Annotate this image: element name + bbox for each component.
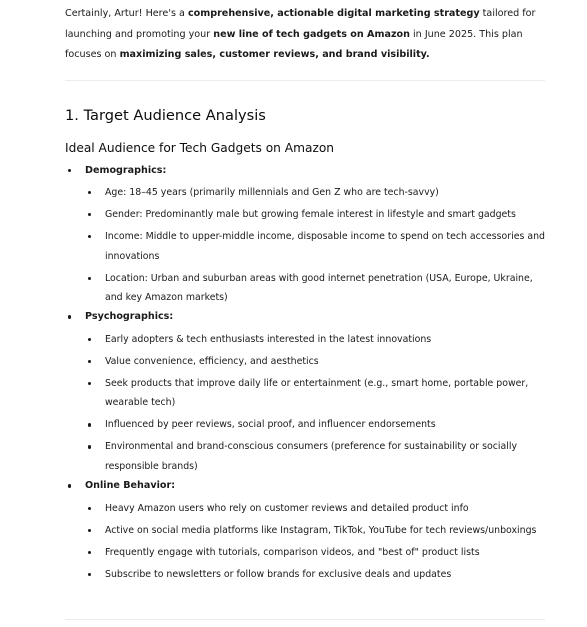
intro-bold-3: maximizing sales, customer reviews, and brand visibility.: [119, 49, 430, 60]
intro-bold-1: comprehensive, actionable digital marketing strategy: [187, 8, 480, 19]
bullet-icon: [88, 445, 91, 448]
intro-bold-2: new line of tech gadgets on Amazon: [213, 28, 410, 40]
list-item-text: Heavy Amazon users who rely on customer reviews and detailed product info: [105, 502, 469, 514]
intro-text-1: Certainly, Artur! Here's a: [65, 8, 188, 19]
list-item-text: Frequently engage with tutorials, comparison videos, and "best of" product lists: [105, 546, 480, 558]
psychographics-sublist: [85, 330, 545, 476]
bullet-icon: [88, 360, 91, 363]
list-item: [85, 183, 545, 202]
list-item: [85, 269, 545, 308]
list-item-text: Seek products that improve daily life or entertainment (e.g., smart home, portable power, wearable tech): [105, 377, 529, 409]
bullet-icon: [88, 213, 91, 216]
intro-text-3: in June 2025. This plan focuses on: [65, 28, 523, 60]
demographics-sublist: [85, 183, 545, 307]
list-item: [85, 227, 545, 266]
online-behavior-sublist: [85, 499, 545, 584]
list-item-psychographics: [65, 307, 545, 476]
bullet-icon: [68, 315, 71, 318]
list-item-text: Age: 18–45 years (primarily millennials and Gen Z who are tech-savvy): [105, 187, 439, 199]
list-item: [85, 205, 545, 224]
intro-paragraph: [65, 0, 545, 66]
list-item-text: Early adopters & tech enthusiasts interested in the latest innovations: [105, 333, 432, 345]
list-item: [85, 352, 545, 371]
list-item: [85, 521, 545, 540]
list-item: [85, 374, 545, 413]
bullet-icon: [68, 484, 71, 487]
list-item: [85, 543, 545, 562]
intro-text-2: tailored for launching and promoting your: [65, 8, 536, 40]
bullet-icon: [68, 169, 71, 172]
list-item-text: Income: Middle to upper-middle income, disposable income to spend on tech accessories and innovations: [105, 231, 545, 262]
bullet-icon: [88, 507, 91, 510]
list-item-text: Location: Urban and suburban areas with good internet penetration (USA, Europe, Ukraine, and key Amazon markets): [105, 272, 533, 303]
list-item-text: Influenced by peer reviews, social proof, and influencer endorsements: [105, 419, 436, 431]
section-subheading: Ideal Audience for Tech Gadgets on Amazon: [65, 140, 335, 155]
bullet-icon: [88, 423, 91, 426]
list-item: [85, 330, 545, 349]
bullet-icon: [88, 277, 91, 280]
group-label: Demographics:: [85, 164, 167, 176]
bullet-icon: [88, 573, 91, 576]
section-heading: 1. Target Audience Analysis: [65, 106, 266, 124]
group-label: Psychographics:: [85, 311, 174, 323]
list-item-text: Subscribe to newsletters or follow brands for exclusive deals and updates: [105, 568, 452, 580]
list-item: [85, 499, 545, 518]
bullet-icon: [88, 235, 91, 238]
list-item: [85, 437, 545, 476]
list-item-text: Gender: Predominantly male but growing female interest in lifestyle and smart gadgets: [105, 209, 516, 221]
list-item-text: Value convenience, efficiency, and aesthetics: [105, 355, 319, 367]
section-divider: [65, 80, 545, 81]
section-divider-bottom: [65, 619, 545, 620]
group-label: Online Behavior:: [85, 480, 176, 492]
list-item-online-behavior: [65, 476, 545, 584]
list-item-text: Environmental and brand-conscious consumers (preference for sustainability or socially responsible brands): [105, 441, 517, 472]
bullet-icon: [88, 382, 91, 385]
bullet-icon: [88, 191, 91, 194]
bullet-icon: [88, 338, 91, 341]
list-item: [85, 565, 545, 584]
audience-list: [65, 161, 545, 585]
bullet-icon: [88, 529, 91, 532]
message-content: [65, 0, 545, 584]
bullet-icon: [88, 551, 91, 554]
list-item-text: Active on social media platforms like Instagram, TikTok, YouTube for tech reviews/unboxings: [105, 524, 537, 536]
list-item-demographics: [65, 161, 545, 308]
list-item: [85, 415, 545, 434]
